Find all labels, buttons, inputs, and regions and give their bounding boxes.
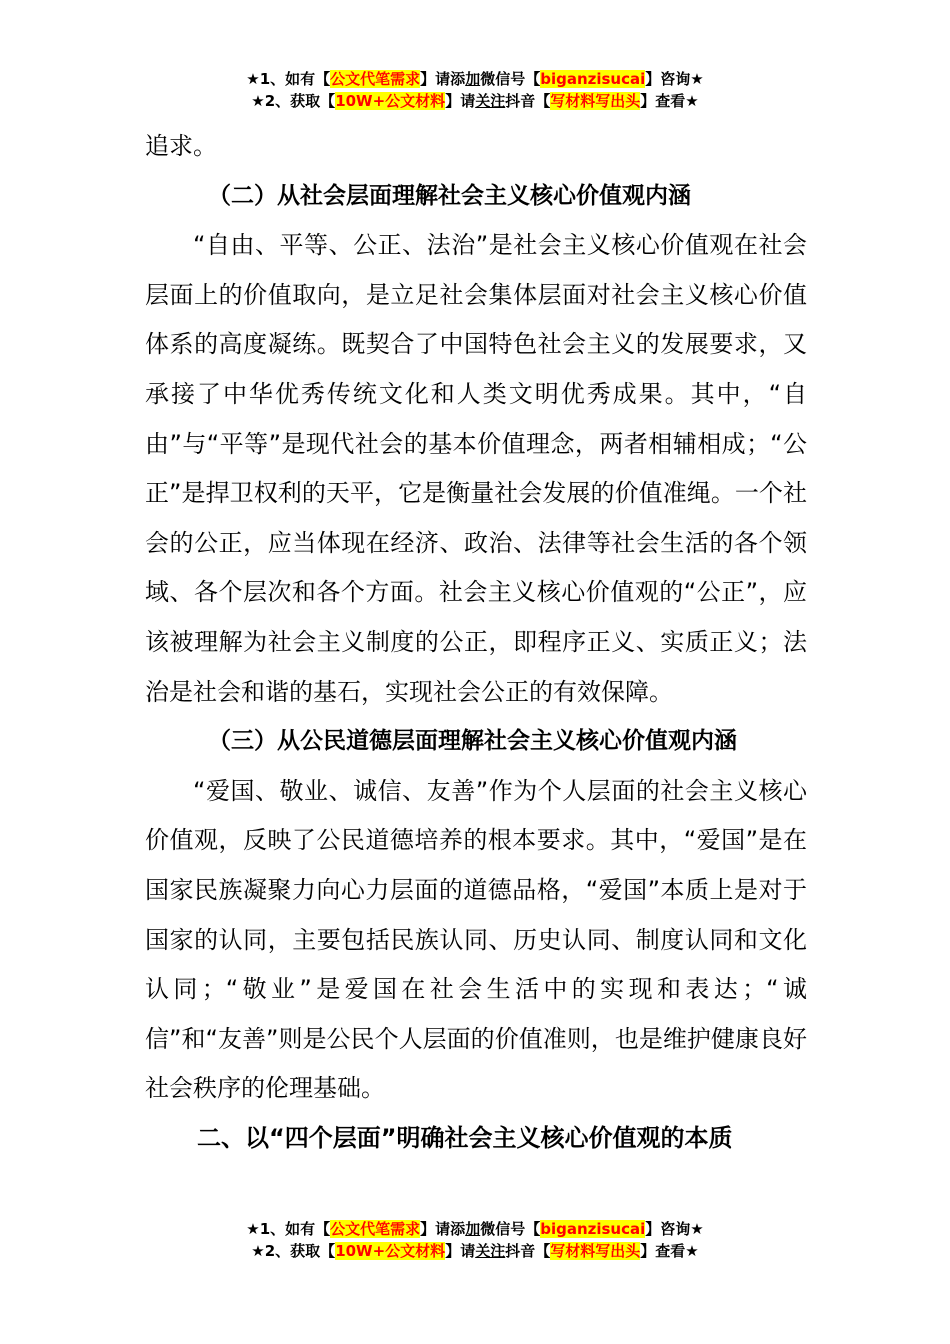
banner-douyin-id: 写材料写出头 bbox=[550, 92, 641, 110]
header-banner-line-2 bbox=[0, 90, 950, 112]
banner-text: 抖音【 bbox=[505, 92, 551, 110]
banner-text: 】咨询★ bbox=[645, 1220, 704, 1238]
banner-underlined: 加 bbox=[465, 1220, 481, 1238]
banner-text: 】请 bbox=[445, 1242, 476, 1260]
banner-text: ★2、获取【 bbox=[251, 92, 336, 110]
banner-text: 】查看★ bbox=[640, 92, 699, 110]
footer-banner-line-2 bbox=[0, 1240, 950, 1262]
section-heading-2: （二）从社会层面理解社会主义核心价值观内涵 bbox=[208, 182, 691, 209]
paragraph-citizen-level: “爱国、敬业、诚信、友善”作为个人层面的社会主义核心价值观，反映了公民道德培养的根本要求。其中，“爱国”是在国家民族凝聚力向心力层面的道德品格，“爱国”本质上是对于国家的认同，主要包括民族认同、历史认同、制度认同和文化认同；“敬业”是爱国在社会生活中的实现和表达；“诚信”和“友善”则是公民个人层面的价值准则，也是维护健康良好社会秩序的伦理基础。 bbox=[145, 776, 807, 1103]
paragraph-continuation: 追求。 bbox=[145, 132, 217, 160]
section-heading-3: （三）从公民道德层面理解社会主义核心价值观内涵 bbox=[208, 728, 737, 755]
banner-text: 】请添 bbox=[420, 1220, 466, 1238]
banner-text: 】咨询★ bbox=[645, 70, 704, 88]
header-banner-line-1 bbox=[0, 68, 950, 90]
banner-wechat-id: biganzisucai bbox=[540, 1220, 646, 1238]
footer-banner bbox=[0, 1218, 950, 1262]
banner-highlight: 10W+公文材料 bbox=[335, 1242, 446, 1260]
document-body bbox=[145, 122, 807, 1163]
banner-highlight: 公文代笔需求 bbox=[330, 1220, 421, 1238]
chapter-heading-2: 二、以“四个层面”明确社会主义核心价值观的本质 bbox=[197, 1123, 733, 1152]
banner-underlined: 加 bbox=[465, 70, 481, 88]
banner-wechat-id: biganzisucai bbox=[540, 70, 646, 88]
banner-highlight: 公文代笔需求 bbox=[330, 70, 421, 88]
banner-underlined: 关注 bbox=[475, 1242, 506, 1260]
banner-text: 】请 bbox=[445, 92, 476, 110]
banner-text: ★2、获取【 bbox=[251, 1242, 336, 1260]
header-banner bbox=[0, 68, 950, 112]
banner-text: 】请添 bbox=[420, 70, 466, 88]
banner-text: 微信号【 bbox=[480, 1220, 541, 1238]
paragraph-social-level: “自由、平等、公正、法治”是社会主义核心价值观在社会层面上的价值取向，是立足社会集体层面对社会主义核心价值体系的高度凝练。既契合了中国特色社会主义的发展要求，又承接了中华优秀传统文化和人类文明优秀成果。其中，“自由”与“平等”是现代社会的基本价值理念，两者相辅相成；“公正”是捍卫权利的天平，它是衡量社会发展的价值准绳。一个社会的公正，应当体现在经济、政治、法律等社会生活的各个领域、各个层次和各个方面。社会主义核心价值观的“公正”，应该被理解为社会主义制度的公正，即程序正义、实质正义；法治是社会和谐的基石，实现社会公正的有效保障。 bbox=[145, 231, 807, 706]
banner-text: 微信号【 bbox=[480, 70, 541, 88]
banner-highlight: 10W+公文材料 bbox=[335, 92, 446, 110]
banner-douyin-id: 写材料写出头 bbox=[550, 1242, 641, 1260]
banner-text: ★1、如有【 bbox=[246, 70, 331, 88]
footer-banner-line-1 bbox=[0, 1218, 950, 1240]
banner-text: 抖音【 bbox=[505, 1242, 551, 1260]
banner-underlined: 关注 bbox=[475, 92, 506, 110]
banner-text: ★1、如有【 bbox=[246, 1220, 331, 1238]
banner-text: 】查看★ bbox=[640, 1242, 699, 1260]
